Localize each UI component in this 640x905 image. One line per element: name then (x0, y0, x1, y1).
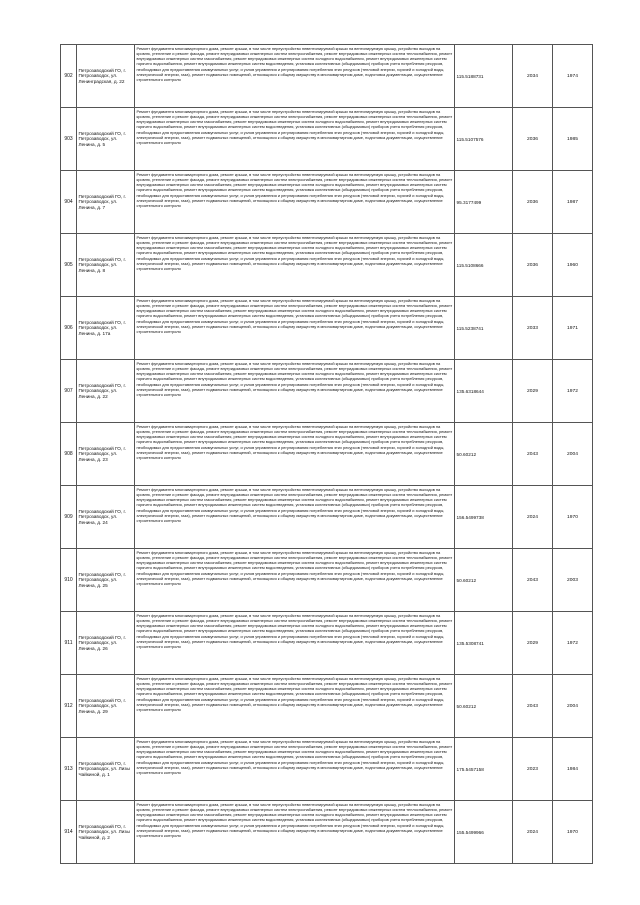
cost-cell: 115.5188731 (455, 45, 513, 108)
planned-year-cell: 2043 (513, 549, 553, 612)
table-row (61, 486, 593, 549)
build-year-cell: 1987 (553, 171, 593, 234)
cost-cell: 155.5499966 (455, 801, 513, 864)
works-description-cell: Ремонт фундамента многоквартирного дома, ремонт крыши, в том числе переустройство невентилируемой крыши на вентилируемую крышу, устройство выходов на кровлю, утепление и ремонт фасада, ремонт внутридомовых инженерных систем электроснабжения, ремонт внутридомовых инженерных систем теплоснабжения, ремонт внутридомовых инженерных систем газоснабжения, ремонт внутридомовых инженерных систем холодного водоснабжения, ремонт внутридомовых инженерных систем горячего водоснабжения, ремонт внутридомовых инженерных систем водоотведения, установка коллективных (общедомовых) приборов учета потребления ресурсов, необходимых для предоставления коммунальных услуг, и узлов управления и регулирования потребления этих ресурсов (тепловой энергии, горячей и холодной воды, электрической энергии, газа), ремонт подвальных помещений, относящихся к общему имуществу в многоквартирном доме, подготовка документации, осуществление строительного контроля (135, 738, 455, 801)
table-row (61, 360, 593, 423)
works-description-cell: Ремонт фундамента многоквартирного дома, ремонт крыши, в том числе переустройство невентилируемой крыши на вентилируемую крышу, устройство выходов на кровлю, утепление и ремонт фасада, ремонт внутридомовых инженерных систем электроснабжения, ремонт внутридомовых инженерных систем теплоснабжения, ремонт внутридомовых инженерных систем газоснабжения, ремонт внутридомовых инженерных систем холодного водоснабжения, ремонт внутридомовых инженерных систем горячего водоснабжения, ремонт внутридомовых инженерных систем водоотведения, установка коллективных (общедомовых) приборов учета потребления ресурсов, необходимых для предоставления коммунальных услуг, и узлов управления и регулирования потребления этих ресурсов (тепловой энергии, горячей и холодной воды, электрической энергии, газа), ремонт подвальных помещений, относящихся к общему имуществу в многоквартирном доме, подготовка документации, осуществление строительного контроля (135, 549, 455, 612)
table-row (61, 297, 593, 360)
table-row (61, 108, 593, 171)
planned-year-cell: 2033 (513, 297, 553, 360)
row-number-cell: 906 (61, 297, 77, 360)
row-number-cell: 911 (61, 612, 77, 675)
cost-cell: 175.5457158 (455, 738, 513, 801)
works-description-cell: Ремонт фундамента многоквартирного дома, ремонт крыши, в том числе переустройство невентилируемой крыши на вентилируемую крышу, устройство выходов на кровлю, утепление и ремонт фасада, ремонт внутридомовых инженерных систем электроснабжения, ремонт внутридомовых инженерных систем теплоснабжения, ремонт внутридомовых инженерных систем газоснабжения, ремонт внутридомовых инженерных систем холодного водоснабжения, ремонт внутридомовых инженерных систем горячего водоснабжения, ремонт внутридомовых инженерных систем водоотведения, установка коллективных (общедомовых) приборов учета потребления ресурсов, необходимых для предоставления коммунальных услуг, и узлов управления и регулирования потребления этих ресурсов (тепловой энергии, горячей и холодной воды, электрической энергии, газа), ремонт подвальных помещений, относящихся к общему имуществу в многоквартирном доме, подготовка документации, осуществление строительного контроля (135, 423, 455, 486)
planned-year-cell: 2029 (513, 360, 553, 423)
build-year-cell: 1984 (553, 738, 593, 801)
planned-year-cell: 2024 (513, 801, 553, 864)
address-cell: Петрозаводский ГО, г. Петрозаводск, ул. Ленина, д. 5 (77, 108, 135, 171)
address-cell: Петрозаводский ГО, г. Петрозаводск, ул. Ленина, д. 24 (77, 486, 135, 549)
row-number-cell: 905 (61, 234, 77, 297)
works-description-cell: Ремонт фундамента многоквартирного дома, ремонт крыши, в том числе переустройство невентилируемой крыши на вентилируемую крышу, устройство выходов на кровлю, утепление и ремонт фасада, ремонт внутридомовых инженерных систем электроснабжения, ремонт внутридомовых инженерных систем теплоснабжения, ремонт внутридомовых инженерных систем газоснабжения, ремонт внутридомовых инженерных систем холодного водоснабжения, ремонт внутридомовых инженерных систем горячего водоснабжения, ремонт внутридомовых инженерных систем водоотведения, установка коллективных (общедомовых) приборов учета потребления ресурсов, необходимых для предоставления коммунальных услуг, и узлов управления и регулирования потребления этих ресурсов (тепловой энергии, горячей и холодной воды, электрической энергии, газа), ремонт подвальных помещений, относящихся к общему имуществу в многоквартирном доме, подготовка документации, осуществление строительного контроля (135, 801, 455, 864)
address-cell: Петрозаводский ГО, г. Петрозаводск, ул. Ленина, д. 29 (77, 675, 135, 738)
build-year-cell: 2003 (553, 549, 593, 612)
cost-cell: 115.5107576 (455, 108, 513, 171)
address-cell: Петрозаводский ГО, г. Петрозаводск, ул. Лизы Чайкиной, д. 2 (77, 801, 135, 864)
table-body (61, 45, 593, 864)
row-number-cell: 912 (61, 675, 77, 738)
table-row (61, 45, 593, 108)
planned-year-cell: 2043 (513, 423, 553, 486)
build-year-cell: 1960 (553, 234, 593, 297)
build-year-cell: 1985 (553, 108, 593, 171)
table-row (61, 675, 593, 738)
row-number-cell: 907 (61, 360, 77, 423)
cost-cell: 50.60212 (455, 675, 513, 738)
cost-cell: 50.60212 (455, 423, 513, 486)
row-number-cell: 913 (61, 738, 77, 801)
address-cell: Петрозаводский ГО, г. Петрозаводск, ул. Ленина, д. 8 (77, 234, 135, 297)
row-number-cell: 914 (61, 801, 77, 864)
table-row (61, 171, 593, 234)
table-row (61, 423, 593, 486)
address-cell: Петрозаводский ГО, г. Петрозаводск, ул. Ленинградская, д. 22 (77, 45, 135, 108)
table-row (61, 801, 593, 864)
planned-year-cell: 2036 (513, 171, 553, 234)
build-year-cell: 2004 (553, 423, 593, 486)
build-year-cell: 1972 (553, 612, 593, 675)
build-year-cell: 1971 (553, 297, 593, 360)
build-year-cell: 1972 (553, 360, 593, 423)
table-row (61, 549, 593, 612)
row-number-cell: 903 (61, 108, 77, 171)
works-description-cell: Ремонт фундамента многоквартирного дома, ремонт крыши, в том числе переустройство невентилируемой крыши на вентилируемую крышу, устройство выходов на кровлю, утепление и ремонт фасада, ремонт внутридомовых инженерных систем электроснабжения, ремонт внутридомовых инженерных систем теплоснабжения, ремонт внутридомовых инженерных систем газоснабжения, ремонт внутридомовых инженерных систем холодного водоснабжения, ремонт внутридомовых инженерных систем горячего водоснабжения, ремонт внутридомовых инженерных систем водоотведения, установка коллективных (общедомовых) приборов учета потребления ресурсов, необходимых для предоставления коммунальных услуг, и узлов управления и регулирования потребления этих ресурсов (тепловой энергии, горячей и холодной воды, электрической энергии, газа), ремонт подвальных помещений, относящихся к общему имуществу в многоквартирном доме, подготовка документации, осуществление строительного контроля (135, 297, 455, 360)
works-description-cell: Ремонт фундамента многоквартирного дома, ремонт крыши, в том числе переустройство невентилируемой крыши на вентилируемую крышу, устройство выходов на кровлю, утепление и ремонт фасада, ремонт внутридомовых инженерных систем электроснабжения, ремонт внутридомовых инженерных систем теплоснабжения, ремонт внутридомовых инженерных систем газоснабжения, ремонт внутридомовых инженерных систем холодного водоснабжения, ремонт внутридомовых инженерных систем горячего водоснабжения, ремонт внутридомовых инженерных систем водоотведения, установка коллективных (общедомовых) приборов учета потребления ресурсов, необходимых для предоставления коммунальных услуг, и узлов управления и регулирования потребления этих ресурсов (тепловой энергии, горячей и холодной воды, электрической энергии, газа), ремонт подвальных помещений, относящихся к общему имуществу в многоквартирном доме, подготовка документации, осуществление строительного контроля (135, 612, 455, 675)
address-cell: Петрозаводский ГО, г. Петрозаводск, ул. Ленина, д. 26 (77, 612, 135, 675)
build-year-cell: 1974 (553, 45, 593, 108)
build-year-cell: 1970 (553, 801, 593, 864)
table-row (61, 612, 593, 675)
row-number-cell: 908 (61, 423, 77, 486)
repair-schedule-table (60, 44, 593, 864)
cost-cell: 135.5308741 (455, 612, 513, 675)
address-cell: Петрозаводский ГО, г. Петрозаводск, ул. Ленина, д. 7 (77, 171, 135, 234)
address-cell: Петрозаводский ГО, г. Петрозаводск, ул. Ленина, д. 17а (77, 297, 135, 360)
planned-year-cell: 2036 (513, 108, 553, 171)
works-description-cell: Ремонт фундамента многоквартирного дома, ремонт крыши, в том числе переустройство невентилируемой крыши на вентилируемую крышу, устройство выходов на кровлю, утепление и ремонт фасада, ремонт внутридомовых инженерных систем электроснабжения, ремонт внутридомовых инженерных систем теплоснабжения, ремонт внутридомовых инженерных систем газоснабжения, ремонт внутридомовых инженерных систем холодного водоснабжения, ремонт внутридомовых инженерных систем горячего водоснабжения, ремонт внутридомовых инженерных систем водоотведения, установка коллективных (общедомовых) приборов учета потребления ресурсов, необходимых для предоставления коммунальных услуг, и узлов управления и регулирования потребления этих ресурсов (тепловой энергии, горячей и холодной воды, электрической энергии, газа), ремонт подвальных помещений, относящихся к общему имуществу в многоквартирном доме, подготовка документации, осуществление строительного контроля (135, 45, 455, 108)
row-number-cell: 910 (61, 549, 77, 612)
cost-cell: 135.6318644 (455, 360, 513, 423)
cost-cell: 50.60212 (455, 549, 513, 612)
planned-year-cell: 2043 (513, 675, 553, 738)
works-description-cell: Ремонт фундамента многоквартирного дома, ремонт крыши, в том числе переустройство невентилируемой крыши на вентилируемую крышу, устройство выходов на кровлю, утепление и ремонт фасада, ремонт внутридомовых инженерных систем электроснабжения, ремонт внутридомовых инженерных систем теплоснабжения, ремонт внутридомовых инженерных систем газоснабжения, ремонт внутридомовых инженерных систем холодного водоснабжения, ремонт внутридомовых инженерных систем горячего водоснабжения, ремонт внутридомовых инженерных систем водоотведения, установка коллективных (общедомовых) приборов учета потребления ресурсов, необходимых для предоставления коммунальных услуг, и узлов управления и регулирования потребления этих ресурсов (тепловой энергии, горячей и холодной воды, электрической энергии, газа), ремонт подвальных помещений, относящихся к общему имуществу в многоквартирном доме, подготовка документации, осуществление строительного контроля (135, 675, 455, 738)
planned-year-cell: 2024 (513, 486, 553, 549)
build-year-cell: 1970 (553, 486, 593, 549)
works-description-cell: Ремонт фундамента многоквартирного дома, ремонт крыши, в том числе переустройство невентилируемой крыши на вентилируемую крышу, устройство выходов на кровлю, утепление и ремонт фасада, ремонт внутридомовых инженерных систем электроснабжения, ремонт внутридомовых инженерных систем теплоснабжения, ремонт внутридомовых инженерных систем газоснабжения, ремонт внутридомовых инженерных систем холодного водоснабжения, ремонт внутридомовых инженерных систем горячего водоснабжения, ремонт внутридомовых инженерных систем водоотведения, установка коллективных (общедомовых) приборов учета потребления ресурсов, необходимых для предоставления коммунальных услуг, и узлов управления и регулирования потребления этих ресурсов (тепловой энергии, горячей и холодной воды, электрической энергии, газа), ремонт подвальных помещений, относящихся к общему имуществу в многоквартирном доме, подготовка документации, осуществление строительного контроля (135, 171, 455, 234)
works-description-cell: Ремонт фундамента многоквартирного дома, ремонт крыши, в том числе переустройство невентилируемой крыши на вентилируемую крышу, устройство выходов на кровлю, утепление и ремонт фасада, ремонт внутридомовых инженерных систем электроснабжения, ремонт внутридомовых инженерных систем теплоснабжения, ремонт внутридомовых инженерных систем газоснабжения, ремонт внутридомовых инженерных систем холодного водоснабжения, ремонт внутридомовых инженерных систем горячего водоснабжения, ремонт внутридомовых инженерных систем водоотведения, установка коллективных (общедомовых) приборов учета потребления ресурсов, необходимых для предоставления коммунальных услуг, и узлов управления и регулирования потребления этих ресурсов (тепловой энергии, горячей и холодной воды, электрической энергии, газа), ремонт подвальных помещений, относящихся к общему имуществу в многоквартирном доме, подготовка документации, осуществление строительного контроля (135, 108, 455, 171)
planned-year-cell: 2023 (513, 738, 553, 801)
build-year-cell: 2004 (553, 675, 593, 738)
planned-year-cell: 2029 (513, 612, 553, 675)
works-description-cell: Ремонт фундамента многоквартирного дома, ремонт крыши, в том числе переустройство невентилируемой крыши на вентилируемую крышу, устройство выходов на кровлю, утепление и ремонт фасада, ремонт внутридомовых инженерных систем электроснабжения, ремонт внутридомовых инженерных систем теплоснабжения, ремонт внутридомовых инженерных систем газоснабжения, ремонт внутридомовых инженерных систем холодного водоснабжения, ремонт внутридомовых инженерных систем горячего водоснабжения, ремонт внутридомовых инженерных систем водоотведения, установка коллективных (общедомовых) приборов учета потребления ресурсов, необходимых для предоставления коммунальных услуг, и узлов управления и регулирования потребления этих ресурсов (тепловой энергии, горячей и холодной воды, электрической энергии, газа), ремонт подвальных помещений, относящихся к общему имуществу в многоквартирном доме, подготовка документации, осуществление строительного контроля (135, 486, 455, 549)
cost-cell: 156.5499738 (455, 486, 513, 549)
row-number-cell: 902 (61, 45, 77, 108)
row-number-cell: 904 (61, 171, 77, 234)
table-row (61, 234, 593, 297)
address-cell: Петрозаводский ГО, г. Петрозаводск, ул. Ленина, д. 22 (77, 360, 135, 423)
planned-year-cell: 2036 (513, 234, 553, 297)
cost-cell: 115.5238741 (455, 297, 513, 360)
works-description-cell: Ремонт фундамента многоквартирного дома, ремонт крыши, в том числе переустройство невентилируемой крыши на вентилируемую крышу, устройство выходов на кровлю, утепление и ремонт фасада, ремонт внутридомовых инженерных систем электроснабжения, ремонт внутридомовых инженерных систем теплоснабжения, ремонт внутридомовых инженерных систем газоснабжения, ремонт внутридомовых инженерных систем холодного водоснабжения, ремонт внутридомовых инженерных систем горячего водоснабжения, ремонт внутридомовых инженерных систем водоотведения, установка коллективных (общедомовых) приборов учета потребления ресурсов, необходимых для предоставления коммунальных услуг, и узлов управления и регулирования потребления этих ресурсов (тепловой энергии, горячей и холодной воды, электрической энергии, газа), ремонт подвальных помещений, относящихся к общему имуществу в многоквартирном доме, подготовка документации, осуществление строительного контроля (135, 234, 455, 297)
planned-year-cell: 2034 (513, 45, 553, 108)
cost-cell: 95.3177499 (455, 171, 513, 234)
row-number-cell: 909 (61, 486, 77, 549)
works-description-cell: Ремонт фундамента многоквартирного дома, ремонт крыши, в том числе переустройство невентилируемой крыши на вентилируемую крышу, устройство выходов на кровлю, утепление и ремонт фасада, ремонт внутридомовых инженерных систем электроснабжения, ремонт внутридомовых инженерных систем теплоснабжения, ремонт внутридомовых инженерных систем газоснабжения, ремонт внутридомовых инженерных систем холодного водоснабжения, ремонт внутридомовых инженерных систем горячего водоснабжения, ремонт внутридомовых инженерных систем водоотведения, установка коллективных (общедомовых) приборов учета потребления ресурсов, необходимых для предоставления коммунальных услуг, и узлов управления и регулирования потребления этих ресурсов (тепловой энергии, горячей и холодной воды, электрической энергии, газа), ремонт подвальных помещений, относящихся к общему имуществу в многоквартирном доме, подготовка документации, осуществление строительного контроля (135, 360, 455, 423)
table-row (61, 738, 593, 801)
address-cell: Петрозаводский ГО, г. Петрозаводск, ул. Лизы Чайкиной, д. 1 (77, 738, 135, 801)
cost-cell: 115.5108666 (455, 234, 513, 297)
address-cell: Петрозаводский ГО, г. Петрозаводск, ул. Ленина, д. 25 (77, 549, 135, 612)
address-cell: Петрозаводский ГО, г. Петрозаводск, ул. Ленина, д. 23 (77, 423, 135, 486)
